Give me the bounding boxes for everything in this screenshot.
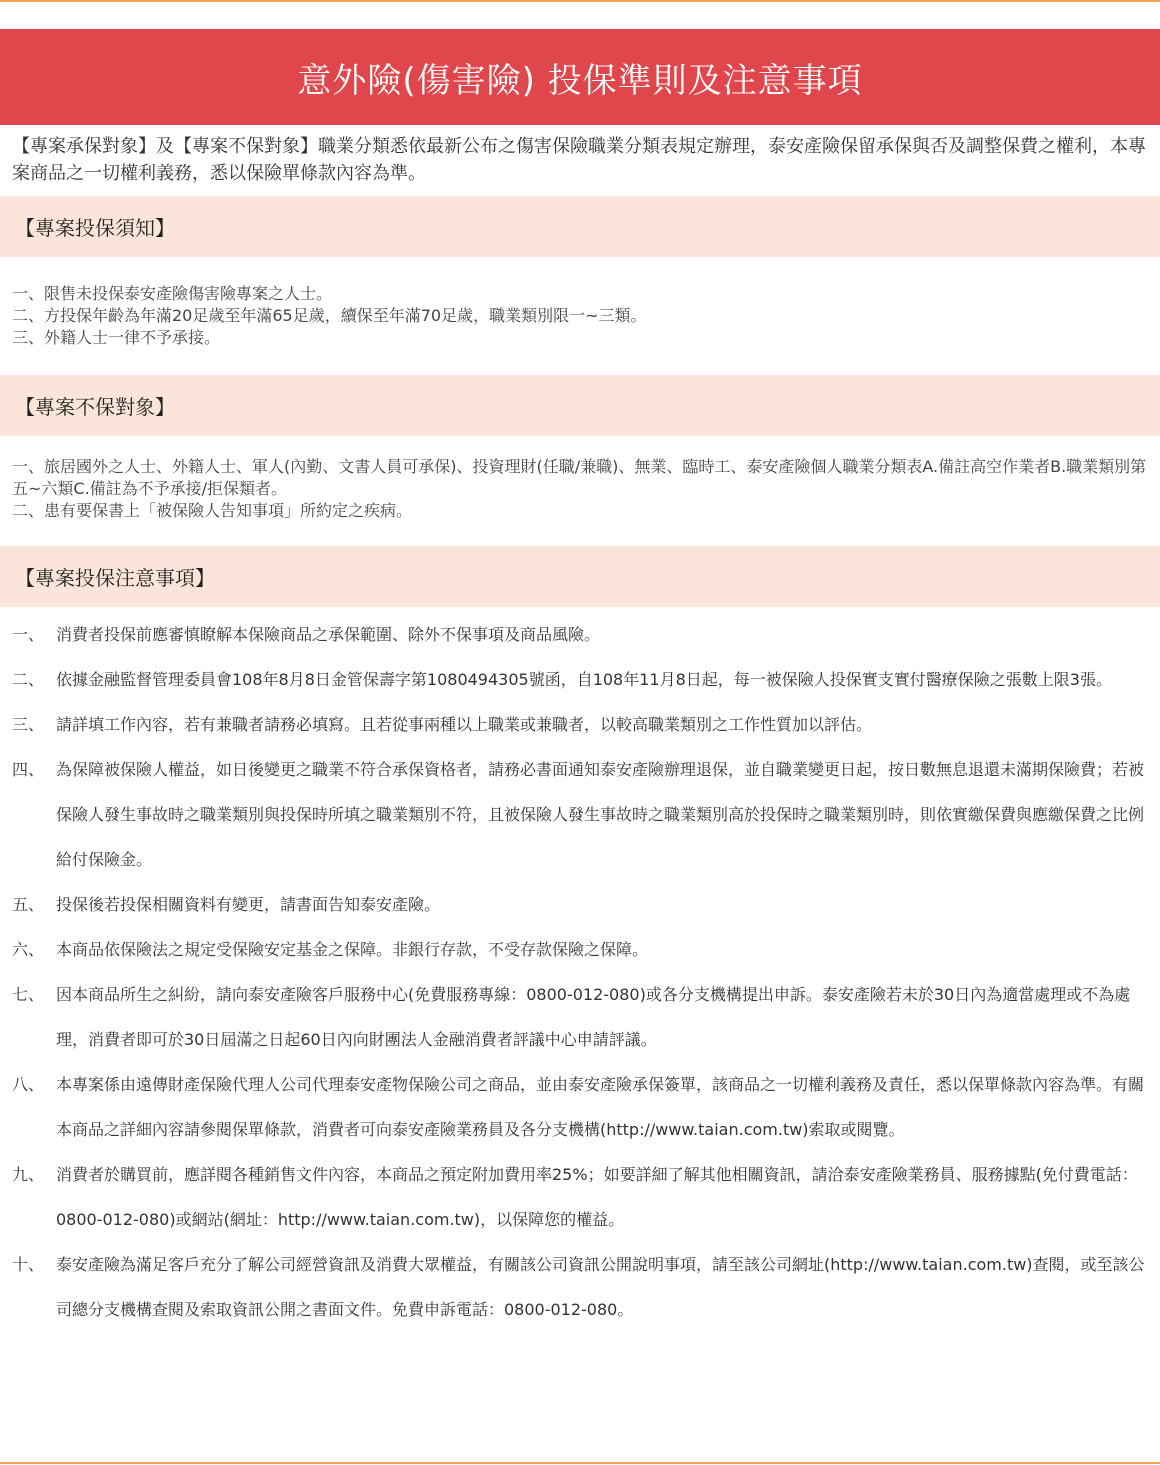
item-number: 四、 [12,760,45,779]
notice-list [12,283,1152,349]
list-item [12,882,1152,927]
section-heading-precautions [0,546,1160,607]
list-item [12,747,1152,882]
item-text: 請詳填工作內容，若有兼職者請務必填寫。且若從事兩種以上職業或兼職者，以較高職業類別之工作性質加以評估。 [56,715,873,734]
title-banner [0,29,1160,125]
list-item: 二、方投保年齡為年滿20足歲至年滿65足歲，續保至年滿70足歲，職業類別限一~三類。 [12,306,647,325]
item-number: 十、 [12,1255,45,1274]
section-heading-text: 【專案投保注意事項】 [15,566,215,590]
section-heading-text: 【專案投保須知】 [15,216,175,240]
item-text: 依據金融監督管理委員會108年8月8日金管保壽字第1080494305號函，自108年11月8日起，每一被保險人投保實支實付醫療保險之張數上限3張。 [56,670,1112,689]
list-item [12,1152,1152,1242]
bottom-divider [0,1462,1160,1464]
item-number: 三、 [12,715,45,734]
list-item [12,1242,1152,1332]
exclusions-list [12,456,1152,522]
item-number: 七、 [12,985,45,1004]
section-heading-exclusions [0,375,1160,436]
list-item [12,702,1152,747]
item-text: 本商品依保險法之規定受保險安定基金之保障。非銀行存款，不受存款保險之保障。 [56,940,649,959]
item-number: 八、 [12,1075,45,1094]
item-number: 六、 [12,940,45,959]
item-text: 投保後若投保相關資料有變更，請書面告知泰安產險。 [56,895,441,914]
list-item [12,612,1152,657]
item-text: 泰安產險為滿足客戶充分了解公司經營資訊及消費大眾權益，有關該公司資訊公開說明事項，請至該公司網址(http://www.taian.com.tw)查閱，或至該公司總分支機構查閱及索取資訊公開之書面文件。免費申訴電話：0800-012-080。 [56,1255,1145,1319]
list-item: 二、患有要保書上「被保險人告知事項」所約定之疾病。 [12,501,413,520]
list-item: 一、限售未投保泰安產險傷害險專案之人士。 [12,284,333,303]
section-heading-text: 【專案不保對象】 [15,395,175,419]
page-title: 意外險(傷害險) 投保準則及注意事項 [297,60,863,101]
item-text: 因本商品所生之糾紛，請向泰安產險客戶服務中心(免費服務專線：0800-012-080)或各分支機構提出申訴。泰安產險若未於30日內為適當處理或不為處理，消費者即可於30日屆滿之日起60日內向財團法人金融消費者評議中心申請評議。 [56,985,1131,1049]
list-item [12,927,1152,972]
item-number: 一、 [12,625,45,644]
top-divider [0,0,1160,2]
list-item [12,657,1152,702]
list-item: 一、旅居國外之人士、外籍人士、軍人(內勤、文書人員可承保)、投資理財(任職/兼職)、無業、臨時工、泰安產險個人職業分類表A.備註高空作業者B.職業類別第五~六類C.備註為不予承接/拒保類者。 [12,457,1147,498]
list-item: 三、外籍人士一律不予承接。 [12,328,221,347]
item-number: 二、 [12,670,45,689]
precautions-list [12,612,1152,1332]
item-text: 消費者於購買前，應詳閱各種銷售文件內容，本商品之預定附加費用率25%；如要詳細了解其他相關資訊，請洽泰安產險業務員、服務據點(免付費電話：0800-012-080)或網站(網址：http://www.taian.com.tw)，以保障您的權益。 [56,1165,1138,1229]
item-number: 五、 [12,895,45,914]
item-text: 為保障被保險人權益，如日後變更之職業不符合承保資格者，請務必書面通知泰安產險辦理退保，並自職業變更日起，按日數無息退還未滿期保險費；若被保險人發生事故時之職業類別與投保時所填之職業類別不符，且被保險人發生事故時之職業類別高於投保時之職業類別時，則依實繳保費與應繳保費之比例給付保險金。 [56,760,1145,869]
intro-paragraph: 【專案承保對象】及【專案不保對象】職業分類悉依最新公布之傷害保險職業分類表規定辦理，泰安產險保留承保與否及調整保費之權利，本專案商品之一切權利義務，悉以保險單條款內容為準。 [12,136,1146,184]
item-text: 本專案係由遠傳財產保險代理人公司代理泰安產物保險公司之商品，並由泰安產險承保簽單，該商品之一切權利義務及責任，悉以保單條款內容為準。有關本商品之詳細內容請參閱保單條款，消費者可向泰安產險業務員及各分支機構(http://www.taian.com.tw)索取或閱覽。 [56,1075,1145,1139]
section-heading-notice [0,196,1160,257]
list-item [12,1062,1152,1152]
list-item [12,972,1152,1062]
item-number: 九、 [12,1165,45,1184]
item-text: 消費者投保前應審慎瞭解本保險商品之承保範圍、除外不保事項及商品風險。 [56,625,601,644]
